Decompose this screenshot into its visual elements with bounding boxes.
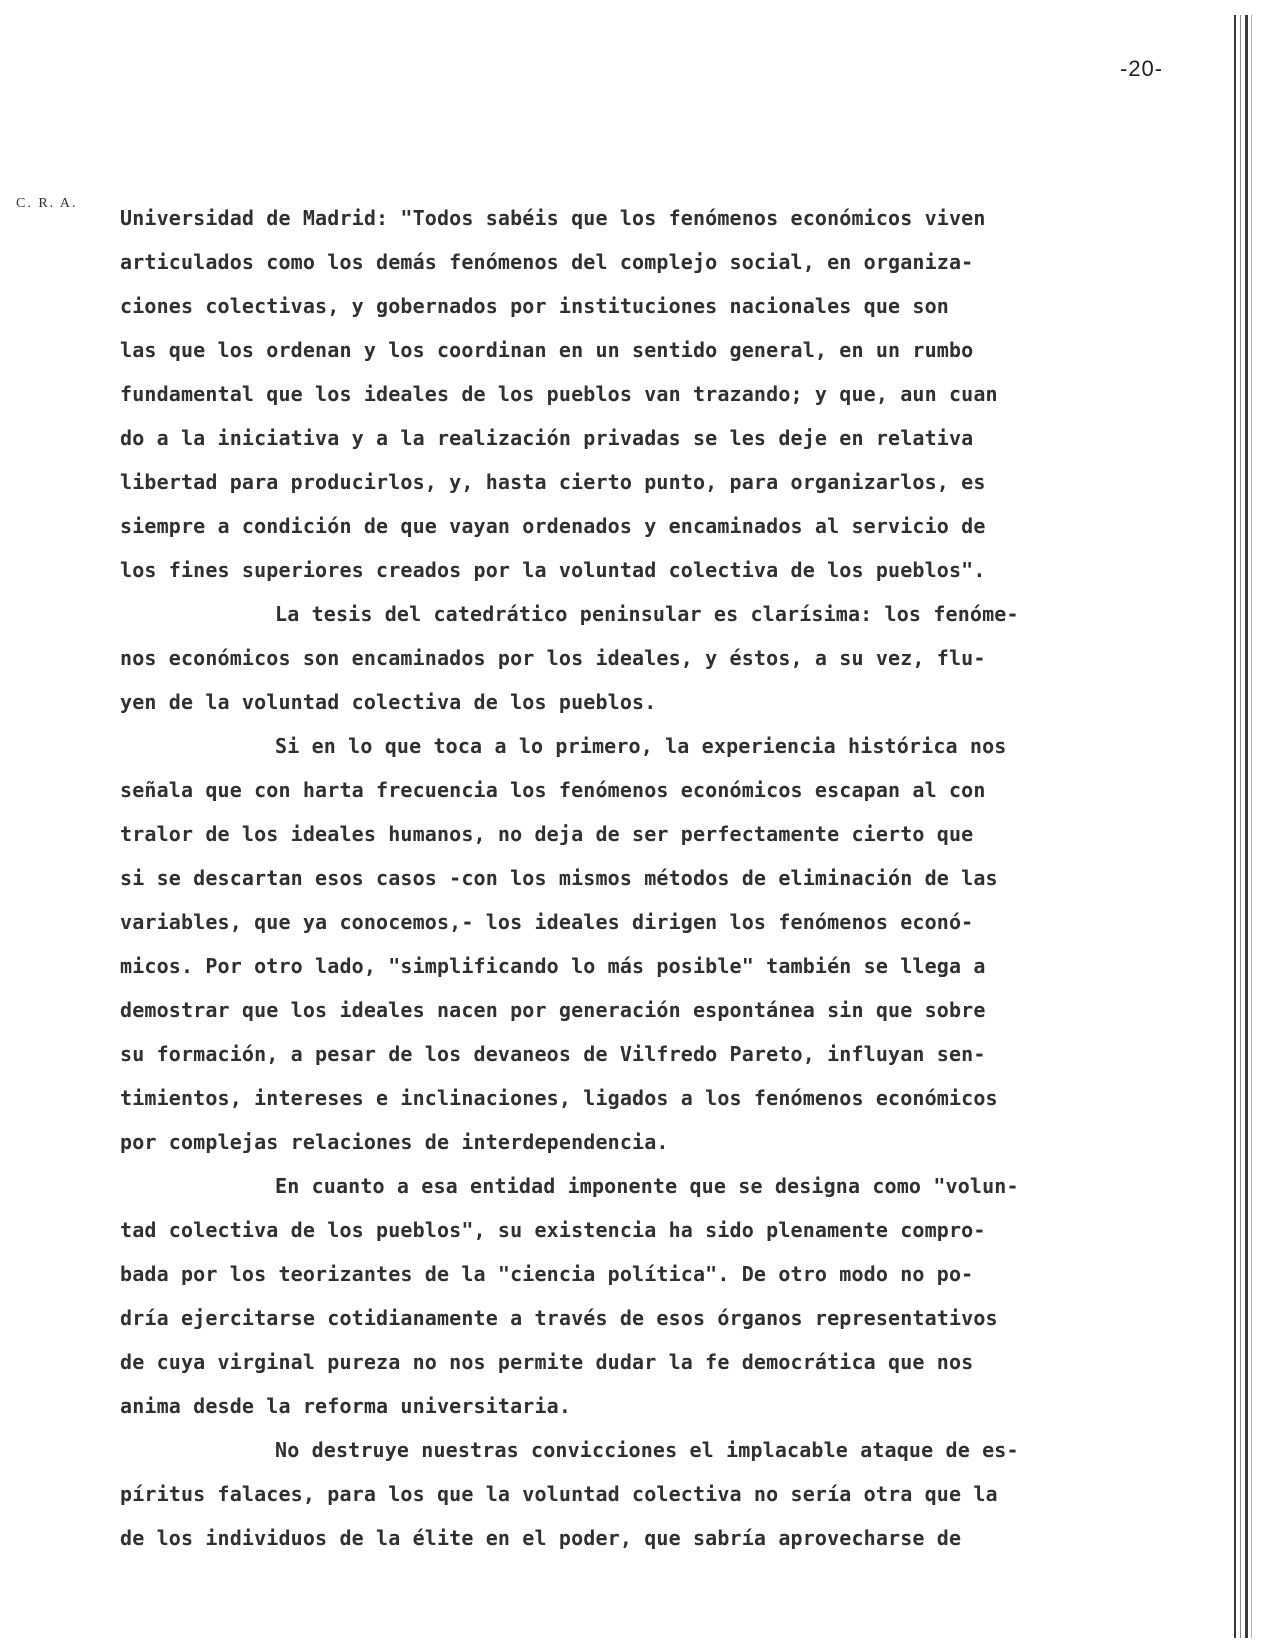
text-line: yen de la voluntad colectiva de los pueblos. (120, 690, 657, 714)
scan-border-line (1251, 15, 1252, 1638)
text-line: señala que con harta frecuencia los fenómenos económicos escapan al con (120, 778, 986, 802)
text-line: La tesis del catedrático peninsular es clarísima: los fenóme- (275, 602, 1019, 626)
text-line: No destruye nuestras convicciones el implacable ataque de es- (275, 1438, 1019, 1462)
text-line: dría ejercitarse cotidianamente a través de esos órganos representativos (120, 1306, 998, 1330)
text-line: En cuanto a esa entidad imponente que se designa como "volun- (275, 1174, 1019, 1198)
text-line: variables, que ya conocemos,- los ideales dirigen los fenómenos econó- (120, 910, 974, 934)
text-line: por complejas relaciones de interdependencia. (120, 1130, 669, 1154)
text-line: Si en lo que toca a lo primero, la experiencia histórica nos (275, 734, 1007, 758)
text-line: de los individuos de la élite en el poder, que sabría aprovecharse de (120, 1526, 962, 1550)
text-line: de cuya virginal pureza no nos permite dudar la fe democrática que nos (120, 1350, 974, 1374)
text-line: micos. Por otro lado, "simplificando lo más posible" también se llega a (120, 954, 986, 978)
text-line: do a la iniciativa y a la realización privadas se les deje en relativa (120, 426, 974, 450)
text-line: fundamental que los ideales de los pueblos van trazando; y que, aun cuan (120, 382, 998, 406)
text-line: bada por los teorizantes de la "ciencia política". De otro modo no po- (120, 1262, 974, 1286)
text-line: articulados como los demás fenómenos del complejo social, en organiza- (120, 250, 974, 274)
text-line: tralor de los ideales humanos, no deja de ser perfectamente cierto que (120, 822, 974, 846)
text-line: timientos, intereses e inclinaciones, ligados a los fenómenos económicos (120, 1086, 998, 1110)
text-line: las que los ordenan y los coordinan en un sentido general, en un rumbo (120, 338, 974, 362)
margin-note: C. R. A. (16, 196, 78, 211)
text-line: libertad para producirlos, y, hasta cierto punto, para organizarlos, es (120, 470, 986, 494)
text-line: Universidad de Madrid: "Todos sabéis que los fenómenos económicos viven (120, 206, 986, 230)
body-text (120, 196, 1235, 1560)
scan-border-line (1245, 15, 1248, 1638)
text-line: si se descartan esos casos -con los mismos métodos de eliminación de las (120, 866, 998, 890)
text-line: anima desde la reforma universitaria. (120, 1394, 572, 1418)
scan-border-line (1240, 15, 1241, 1638)
text-line: ciones colectivas, y gobernados por instituciones nacionales que son (120, 294, 949, 318)
text-line: tad colectiva de los pueblos", su existencia ha sido plenamente compro- (120, 1218, 986, 1242)
text-line: nos económicos son encaminados por los ideales, y éstos, a su vez, flu- (120, 646, 986, 670)
text-line: su formación, a pesar de los devaneos de Vilfredo Pareto, influyan sen- (120, 1042, 986, 1066)
text-line: siempre a condición de que vayan ordenados y encaminados al servicio de (120, 514, 986, 538)
text-line: los fines superiores creados por la voluntad colectiva de los pueblos". (120, 558, 986, 582)
text-line: demostrar que los ideales nacen por generación espontánea sin que sobre (120, 998, 986, 1022)
text-line: píritus falaces, para los que la voluntad colectiva no sería otra que la (120, 1482, 998, 1506)
page-number: -20- (1120, 56, 1164, 81)
